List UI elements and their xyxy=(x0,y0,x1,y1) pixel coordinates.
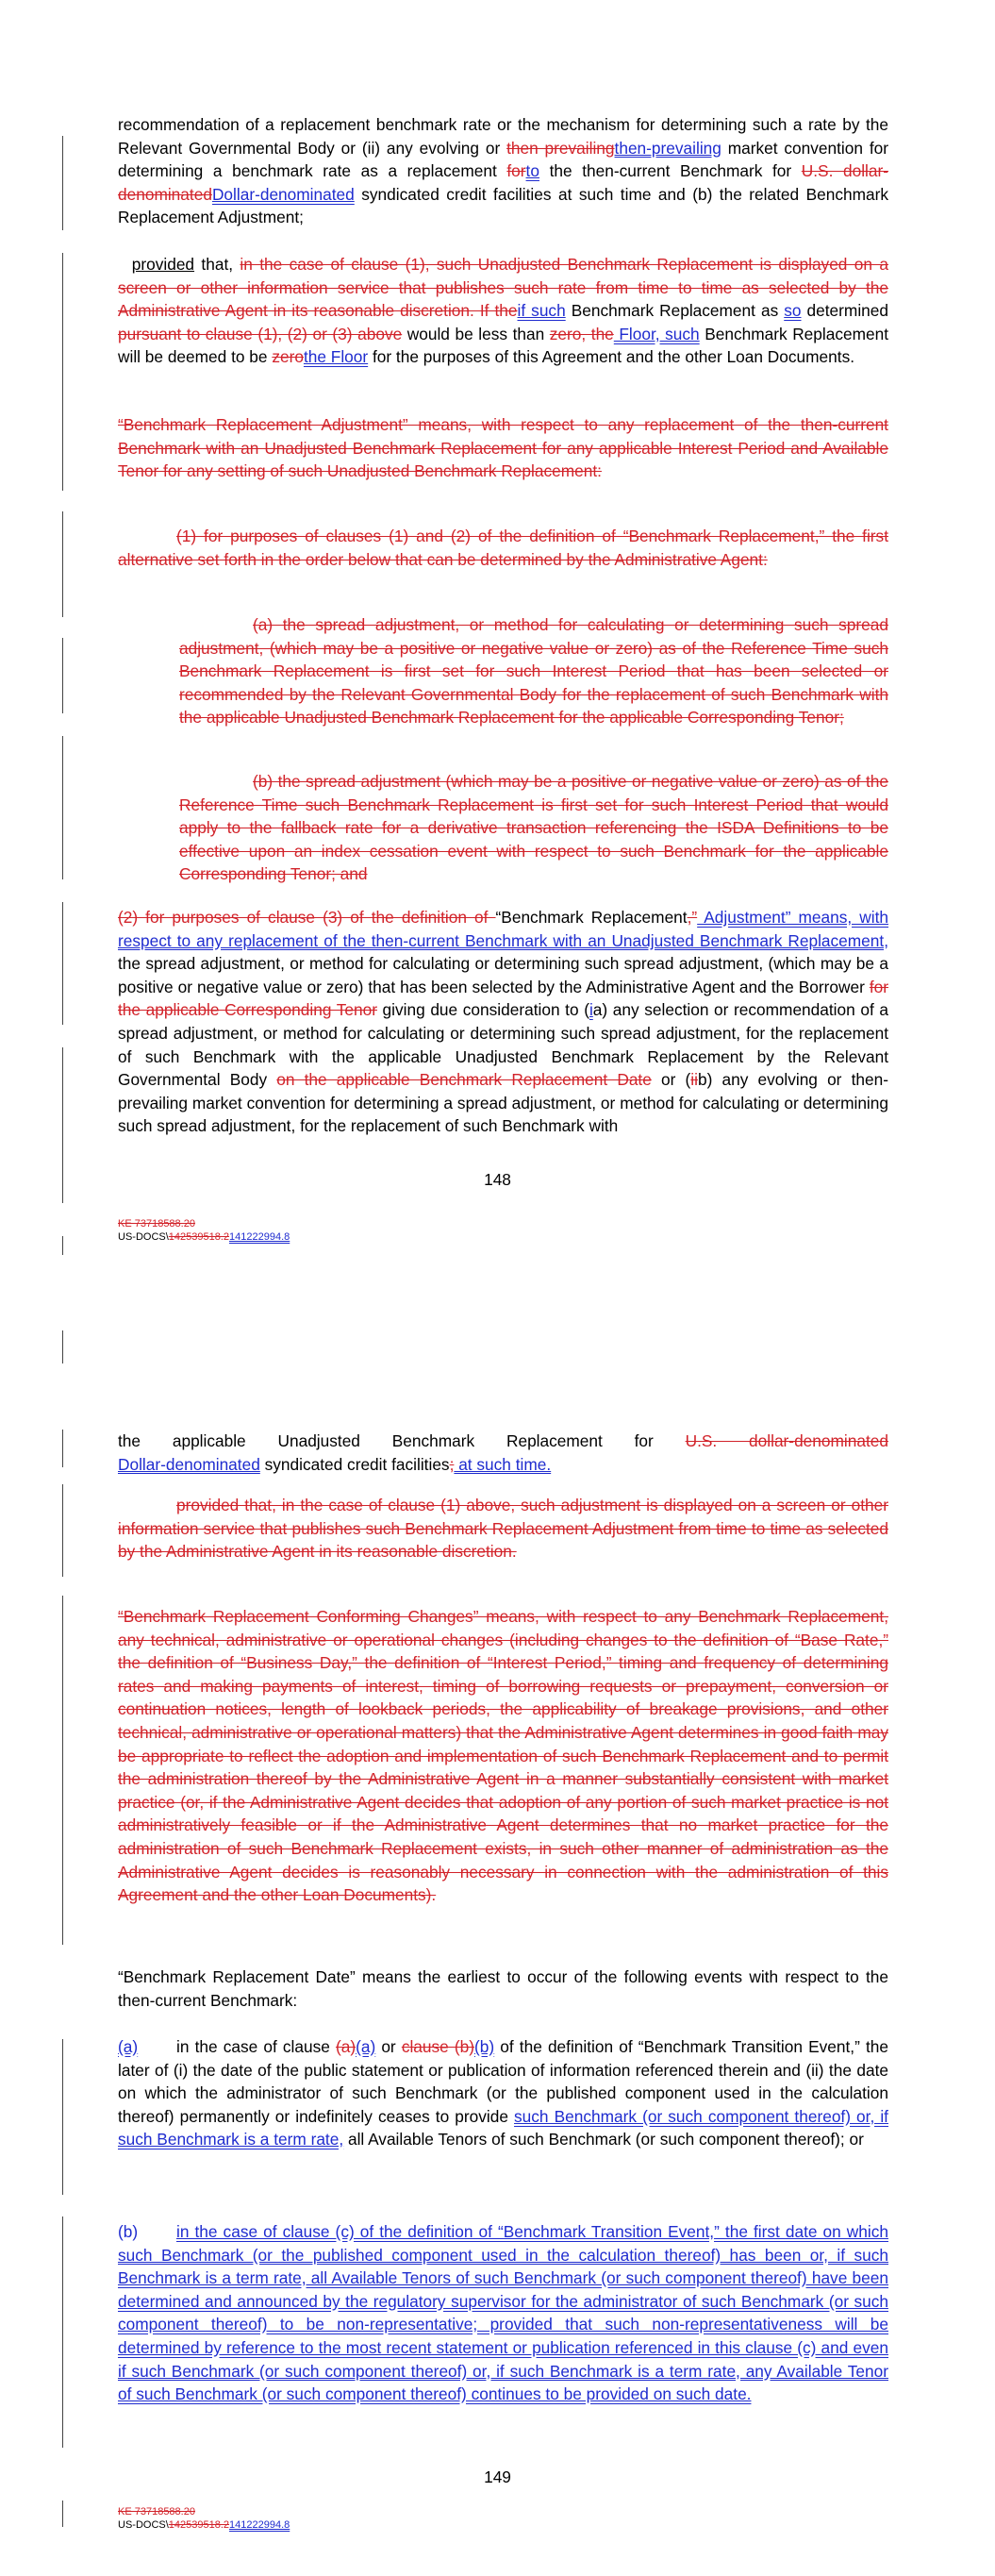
change-bar xyxy=(62,136,63,230)
footer-old-id: KE 73718588.20 xyxy=(118,1218,195,1229)
page-number: 149 xyxy=(484,2467,511,2486)
proviso-deleted: provided that, in the case of clause (1) above, such adjustment is displayed on a screen or other information service that publishes such Benchmark Replacement Adjustment from time to time as selected by the Administrative Agent in its reasonable discretion. xyxy=(118,1496,888,1562)
paragraph-proviso: provided that, in the case of clause (1), such Unadjusted Benchmark Replacement is displayed on a screen or other information service that publishes such rate from time to time as selected by the Administrative Agent in its reasonable discretion. If theif such Benchmark Replacement as so determined pursuant to clause (1), (2) or (3) above would be less than zero, the Floor, such Benchmark Replacement will be deemed to be zerothe Floor for the purposes of this Agreement and the other Loan Documents. xyxy=(118,255,889,367)
clause-1-b: (b) the spread adjustment (which may be a positive or negative value or zero) as of the Reference Time such Benchmark Replacement is first set for such Interest Period that would apply to the fallback rate for a derivative transaction referencing the ISDA Definitions to be effective upon an index cessation event with respect to such Benchmark for the applicable Corresponding Tenor; and xyxy=(179,772,888,884)
change-bar xyxy=(62,2216,63,2448)
change-bar xyxy=(62,638,63,713)
clause-1-a: (a) the spread adjustment, or method for calculating or determining such spread adjustment, (which may be a positive or negative value or zero) as of the Reference Time such Benchmark Replacement is first set for such Interest Period that has been selected or recommended by the Relevant Governmental Body for the replacement of such Benchmark with the applicable Unadjusted Benchmark Replacement for the applicable Corresponding Tenor; xyxy=(179,615,888,728)
doc-footer xyxy=(118,1217,290,1244)
footer-doc-id: US-DOCS\142539518.2141222994.8 xyxy=(118,2519,290,2531)
change-bar xyxy=(62,1330,63,1363)
footer-old-id: KE 73718588.20 xyxy=(118,2506,195,2517)
change-bar xyxy=(62,1484,63,1577)
definition-benchmark-replacement-adjustment-new: (2) for purposes of clause (3) of the definition of “Benchmark Replacement,” Adjustment” means, with respect to any replacement of the then-current Benchmark with an Unadjusted Benchmark Replacement, the spread adjustment, or method for calculating or determining such spread adjustment, (which may be a positive or negative value or zero) that has been selected by the Administrative Agent and the Borrower for the applicable Corresponding Tenor giving due consideration to (ia) any selection or recommendation of a spread adjustment, or method for calculating or determining such spread adjustment, for the replacement of such Benchmark with the applicable Unadjusted Benchmark Replacement by the Relevant Governmental Body on the applicable Benchmark Replacement Date or (iib) any evolving or then-prevailing market convention for determining a spread adjustment, or method for calculating or determining such spread adjustment, for the replacement of such Benchmark with xyxy=(118,908,889,1136)
page-number: 148 xyxy=(484,1170,511,1189)
change-bar xyxy=(62,511,63,617)
change-bar xyxy=(62,1236,63,1255)
clause-1: (1) for purposes of clauses (1) and (2) of the definition of “Benchmark Replacement,” the first alternative set forth in the order below that can be determined by the Administrative Agent: xyxy=(118,527,888,569)
definition-benchmark-replacement-conforming-changes: “Benchmark Replacement Conforming Changes” means, with respect to any Benchmark Replacement, any technical, administrative or operational changes (including changes to the definition of “Base Rate,” the definition of “Business Day,” the definition of “Interest Period,” timing and frequency of determining rates and making payments of interest, timing of borrowing requests or prepayment, conversion or continuation notices, length of lookback periods, the applicability of breakage provisions, and other technical, administrative or operational matters) that the Administrative Agent determines in good faith may be appropriate to reflect the adoption and implementation of such Benchmark Replacement and to permit the administration thereof by the Administrative Agent in a manner substantially consistent with market practice (or, if the Administrative Agent decides that adoption of any portion of such market practice is not administratively feasible or if the Administrative Agent determines that no market practice for the administration of such Benchmark Replacement exists, in such other manner of administration as the Administrative Agent decides is reasonably necessary in connection with the administration of this Agreement and the other Loan Documents). xyxy=(118,1607,888,1905)
doc-footer xyxy=(118,2505,290,2532)
paragraph-continuation: the applicable Unadjusted Benchmark Replacement for U.S. dollar-denominated xyxy=(118,1431,888,1450)
paragraph-continuation-end: Dollar-denominated syndicated credit facilities; at such time. xyxy=(118,1454,552,1474)
footer-doc-id: US-DOCS\142539518.2141222994.8 xyxy=(118,1231,290,1243)
change-bar xyxy=(62,2501,63,2527)
change-bar xyxy=(62,1430,63,1467)
definition-benchmark-replacement-date: “Benchmark Replacement Date” means the earliest to occur of the following events with respect to the then-current Benchmark: xyxy=(118,1967,888,2010)
change-bar xyxy=(62,253,63,491)
change-bar xyxy=(62,736,63,879)
paragraph-continuation: recommendation of a replacement benchmark rate or the mechanism for determining such a rate by the Relevant Governmental Body or (ii) any evolving or then prevailingthen-prevailing market convention for determining a benchmark rate as a replacement forto the then-current Benchmark for U.S. dollar-denominatedDollar-denominated syndicated credit facilities at such time and (b) the related Benchmark Replacement Adjustment; xyxy=(118,115,889,227)
definition-benchmark-replacement-adjustment: “Benchmark Replacement Adjustment” means, with respect to any replacement of the then-current Benchmark with an Unadjusted Benchmark Replacement for any applicable Interest Period and Available Tenor for any setting of such Unadjusted Benchmark Replacement: xyxy=(118,415,888,481)
clause-b: (b) in the case of clause (c) of the definition of “Benchmark Transition Event,” the first date on which such Benchmark (or the published component used in the calculation thereof) has been or, if such Benchmark is a term rate, all Available Tenors of such Benchmark (or such component thereof) have been determined and announced by the regulatory supervisor for the administrator of such Benchmark (or such component thereof) to be non-representative; provided that such non-representativeness will be determined by reference to the most recent statement or publication referenced in this clause (c) and even if such Benchmark (or such component thereof) or, if such Benchmark is a term rate, any Available Tenor of such Benchmark (or such component thereof) continues to be provided on such date. xyxy=(118,2222,888,2404)
change-bar xyxy=(62,2039,63,2195)
clause-a: (a) in the case of clause (a)(a) or clause (b)(b) of the definition of “Benchmark Transition Event,” the later of (i) the date of the public statement or publication of information referenced therein and (ii) the date on which the administrator of such Benchmark (or the published component used in the calculation thereof) permanently or indefinitely ceases to provide such Benchmark (or such component thereof) or, if such Benchmark is a term rate, all Available Tenors of such Benchmark (or such component thereof); or xyxy=(118,2037,888,2149)
change-bar xyxy=(62,902,63,1025)
change-bar xyxy=(62,1596,63,1945)
